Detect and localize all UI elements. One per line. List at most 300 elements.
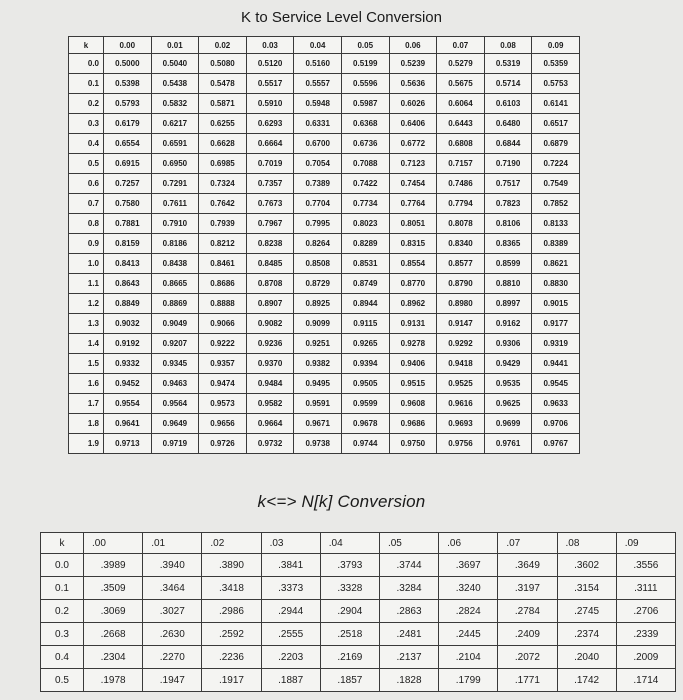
value-cell: .3509 (84, 577, 143, 600)
value-cell: 0.6628 (199, 134, 247, 154)
value-cell: 0.7422 (341, 174, 389, 194)
value-cell: 0.6064 (437, 94, 485, 114)
value-cell: 0.8078 (437, 214, 485, 234)
value-cell: .1887 (261, 669, 320, 692)
value-cell: .1771 (498, 669, 557, 692)
value-cell: 0.8944 (341, 294, 389, 314)
value-cell: 0.7054 (294, 154, 342, 174)
value-cell: 0.9633 (532, 394, 580, 414)
value-cell: 0.8830 (532, 274, 580, 294)
value-cell: .3556 (616, 554, 675, 577)
table1-row (69, 274, 580, 294)
value-cell: 0.9082 (246, 314, 294, 334)
row-k-label: 0.3 (69, 114, 104, 134)
value-cell: .3418 (202, 577, 261, 600)
row-k-label: 1.1 (69, 274, 104, 294)
value-cell: 0.9192 (104, 334, 152, 354)
table1-row (69, 94, 580, 114)
value-cell: 0.9032 (104, 314, 152, 334)
value-cell: 0.5120 (246, 54, 294, 74)
value-cell: 0.8997 (484, 294, 532, 314)
value-cell: 0.8888 (199, 294, 247, 314)
value-cell: 0.9625 (484, 394, 532, 414)
value-cell: .2863 (379, 600, 438, 623)
value-cell: 0.5793 (104, 94, 152, 114)
table1-title: K to Service Level Conversion (241, 9, 442, 26)
header-cell: .04 (320, 533, 379, 554)
value-cell: 0.6141 (532, 94, 580, 114)
value-cell: 0.9608 (389, 394, 437, 414)
table1-row (69, 174, 580, 194)
value-cell: 0.9015 (532, 294, 580, 314)
row-k-label: 0.5 (41, 669, 84, 692)
value-cell: 0.7673 (246, 194, 294, 214)
value-cell: .3069 (84, 600, 143, 623)
value-cell: .2304 (84, 646, 143, 669)
value-cell: 0.7939 (199, 214, 247, 234)
value-cell: 0.9699 (484, 414, 532, 434)
row-k-label: 0.8 (69, 214, 104, 234)
k-to-service-level-table (68, 36, 580, 454)
value-cell: 0.9726 (199, 434, 247, 454)
value-cell: 0.6217 (151, 114, 199, 134)
row-k-label: 1.5 (69, 354, 104, 374)
value-cell: 0.5359 (532, 54, 580, 74)
value-cell: .2104 (439, 646, 498, 669)
row-k-label: 0.4 (41, 646, 84, 669)
value-cell: 0.9664 (246, 414, 294, 434)
value-cell: 0.5199 (341, 54, 389, 74)
value-cell: .2169 (320, 646, 379, 669)
table2-row (41, 554, 676, 577)
value-cell: 0.5948 (294, 94, 342, 114)
value-cell: 0.9418 (437, 354, 485, 374)
value-cell: .2339 (616, 623, 675, 646)
header-cell: 0.03 (246, 37, 294, 54)
value-cell: 0.8869 (151, 294, 199, 314)
value-cell: 0.8365 (484, 234, 532, 254)
value-cell: 0.8531 (341, 254, 389, 274)
k-to-nk-conversion-table (40, 532, 676, 692)
row-k-label: 1.7 (69, 394, 104, 414)
value-cell: 0.5675 (437, 74, 485, 94)
value-cell: 0.9222 (199, 334, 247, 354)
value-cell: 0.9452 (104, 374, 152, 394)
value-cell: 0.9535 (484, 374, 532, 394)
value-cell: 0.5910 (246, 94, 294, 114)
value-cell: 0.7454 (389, 174, 437, 194)
value-cell: 0.9115 (341, 314, 389, 334)
table2-title: k<=> N[k] Conversion (257, 492, 426, 511)
value-cell: 0.5832 (151, 94, 199, 114)
value-cell: .3111 (616, 577, 675, 600)
header-k: k (41, 533, 84, 554)
value-cell: 0.6026 (389, 94, 437, 114)
value-cell: 0.5478 (199, 74, 247, 94)
header-cell: .05 (379, 533, 438, 554)
value-cell: 0.5517 (246, 74, 294, 94)
row-k-label: 1.0 (69, 254, 104, 274)
value-cell: .2409 (498, 623, 557, 646)
value-cell: 0.6985 (199, 154, 247, 174)
value-cell: 0.8962 (389, 294, 437, 314)
value-cell: 0.9649 (151, 414, 199, 434)
value-cell: 0.9394 (341, 354, 389, 374)
value-cell: 0.7190 (484, 154, 532, 174)
header-cell: .02 (202, 533, 261, 554)
value-cell: .1917 (202, 669, 261, 692)
value-cell: .3697 (439, 554, 498, 577)
value-cell: 0.6406 (389, 114, 437, 134)
value-cell: 0.9278 (389, 334, 437, 354)
value-cell: .1947 (143, 669, 202, 692)
row-k-label: 0.5 (69, 154, 104, 174)
table1-row (69, 314, 580, 334)
value-cell: 0.8289 (341, 234, 389, 254)
value-cell: 0.8133 (532, 214, 580, 234)
value-cell: 0.7995 (294, 214, 342, 234)
value-cell: 0.7580 (104, 194, 152, 214)
value-cell: 0.6950 (151, 154, 199, 174)
value-cell: 0.9678 (341, 414, 389, 434)
value-cell: .2630 (143, 623, 202, 646)
value-cell: .3373 (261, 577, 320, 600)
value-cell: .2745 (557, 600, 616, 623)
header-cell: 0.01 (151, 37, 199, 54)
value-cell: 0.9251 (294, 334, 342, 354)
value-cell: 0.6517 (532, 114, 580, 134)
value-cell: 0.5557 (294, 74, 342, 94)
value-cell: .1742 (557, 669, 616, 692)
value-cell: 0.8643 (104, 274, 152, 294)
value-cell: 0.5160 (294, 54, 342, 74)
value-cell: 0.7734 (341, 194, 389, 214)
value-cell: 0.9686 (389, 414, 437, 434)
value-cell: 0.7517 (484, 174, 532, 194)
value-cell: 0.6700 (294, 134, 342, 154)
value-cell: 0.9495 (294, 374, 342, 394)
value-cell: 0.9505 (341, 374, 389, 394)
value-cell: 0.5398 (104, 74, 152, 94)
value-cell: 0.8708 (246, 274, 294, 294)
value-cell: 0.9750 (389, 434, 437, 454)
value-cell: 0.9357 (199, 354, 247, 374)
value-cell: .2986 (202, 600, 261, 623)
value-cell: .3989 (84, 554, 143, 577)
value-cell: 0.8315 (389, 234, 437, 254)
value-cell: 0.9732 (246, 434, 294, 454)
value-cell: 0.7764 (389, 194, 437, 214)
value-cell: 0.7704 (294, 194, 342, 214)
value-cell: 0.9738 (294, 434, 342, 454)
value-cell: 0.7910 (151, 214, 199, 234)
value-cell: 0.8925 (294, 294, 342, 314)
header-cell: .01 (143, 533, 202, 554)
row-k-label: 0.4 (69, 134, 104, 154)
value-cell: .1799 (439, 669, 498, 692)
value-cell: .2904 (320, 600, 379, 623)
value-cell: 0.6591 (151, 134, 199, 154)
value-cell: .3027 (143, 600, 202, 623)
table1-row (69, 394, 580, 414)
header-cell: 0.04 (294, 37, 342, 54)
value-cell: 0.5040 (151, 54, 199, 74)
value-cell: 0.6554 (104, 134, 152, 154)
value-cell: 0.7549 (532, 174, 580, 194)
value-cell: 0.5279 (437, 54, 485, 74)
row-k-label: 0.6 (69, 174, 104, 194)
value-cell: 0.9554 (104, 394, 152, 414)
table2-header-row (41, 533, 676, 554)
value-cell: 0.7291 (151, 174, 199, 194)
value-cell: 0.9306 (484, 334, 532, 354)
value-cell: 0.8461 (199, 254, 247, 274)
header-cell: .07 (498, 533, 557, 554)
value-cell: 0.9761 (484, 434, 532, 454)
value-cell: 0.7224 (532, 154, 580, 174)
table2-row (41, 646, 676, 669)
value-cell: 0.9236 (246, 334, 294, 354)
value-cell: 0.5239 (389, 54, 437, 74)
value-cell: 0.5871 (199, 94, 247, 114)
value-cell: 0.9582 (246, 394, 294, 414)
value-cell: .2555 (261, 623, 320, 646)
value-cell: 0.9463 (151, 374, 199, 394)
value-cell: 0.9767 (532, 434, 580, 454)
table1-header-row (69, 37, 580, 54)
value-cell: 0.8790 (437, 274, 485, 294)
value-cell: 0.6103 (484, 94, 532, 114)
value-cell: 0.7881 (104, 214, 152, 234)
value-cell: .3240 (439, 577, 498, 600)
value-cell: .2040 (557, 646, 616, 669)
value-cell: .1857 (320, 669, 379, 692)
value-cell: 0.5080 (199, 54, 247, 74)
table2-row (41, 577, 676, 600)
value-cell: 0.8051 (389, 214, 437, 234)
value-cell: 0.8749 (341, 274, 389, 294)
value-cell: 0.9292 (437, 334, 485, 354)
value-cell: 0.8212 (199, 234, 247, 254)
value-cell: .1714 (616, 669, 675, 692)
value-cell: 0.8770 (389, 274, 437, 294)
value-cell: 0.5596 (341, 74, 389, 94)
value-cell: 0.9406 (389, 354, 437, 374)
value-cell: 0.9162 (484, 314, 532, 334)
value-cell: .3649 (498, 554, 557, 577)
table2-row (41, 600, 676, 623)
value-cell: 0.9484 (246, 374, 294, 394)
value-cell: 0.9515 (389, 374, 437, 394)
value-cell: 0.7324 (199, 174, 247, 194)
header-cell: 0.06 (389, 37, 437, 54)
value-cell: 0.6255 (199, 114, 247, 134)
value-cell: 0.8389 (532, 234, 580, 254)
value-cell: .2944 (261, 600, 320, 623)
value-cell: 0.7823 (484, 194, 532, 214)
value-cell: 0.9744 (341, 434, 389, 454)
value-cell: 0.5319 (484, 54, 532, 74)
table1-row (69, 354, 580, 374)
value-cell: 0.9545 (532, 374, 580, 394)
value-cell: 0.9525 (437, 374, 485, 394)
value-cell: .2784 (498, 600, 557, 623)
value-cell: .2445 (439, 623, 498, 646)
row-k-label: 0.0 (69, 54, 104, 74)
value-cell: .2518 (320, 623, 379, 646)
value-cell: 0.8438 (151, 254, 199, 274)
value-cell: 0.9656 (199, 414, 247, 434)
value-cell: .2481 (379, 623, 438, 646)
value-cell: .2009 (616, 646, 675, 669)
table1-row (69, 194, 580, 214)
value-cell: 0.7123 (389, 154, 437, 174)
row-k-label: 0.1 (41, 577, 84, 600)
value-cell: 0.8599 (484, 254, 532, 274)
value-cell: 0.8621 (532, 254, 580, 274)
value-cell: 0.8106 (484, 214, 532, 234)
value-cell: .2137 (379, 646, 438, 669)
table1-row (69, 254, 580, 274)
value-cell: 0.9429 (484, 354, 532, 374)
row-k-label: 1.9 (69, 434, 104, 454)
value-cell: .3197 (498, 577, 557, 600)
value-cell: 0.8023 (341, 214, 389, 234)
value-cell: 0.9693 (437, 414, 485, 434)
row-k-label: 0.7 (69, 194, 104, 214)
value-cell: 0.5987 (341, 94, 389, 114)
row-k-label: 0.2 (69, 94, 104, 114)
header-cell: .06 (439, 533, 498, 554)
value-cell: .3284 (379, 577, 438, 600)
value-cell: 0.6331 (294, 114, 342, 134)
value-cell: .2072 (498, 646, 557, 669)
value-cell: 0.8554 (389, 254, 437, 274)
value-cell: .3940 (143, 554, 202, 577)
value-cell: 0.6443 (437, 114, 485, 134)
value-cell: 0.9207 (151, 334, 199, 354)
value-cell: .1828 (379, 669, 438, 692)
value-cell: 0.6179 (104, 114, 152, 134)
table1-row (69, 294, 580, 314)
value-cell: 0.9641 (104, 414, 152, 434)
value-cell: 0.8485 (246, 254, 294, 274)
value-cell: .3328 (320, 577, 379, 600)
header-cell: 0.09 (532, 37, 580, 54)
value-cell: 0.6736 (341, 134, 389, 154)
table1-row (69, 234, 580, 254)
value-cell: 0.8340 (437, 234, 485, 254)
value-cell: 0.9382 (294, 354, 342, 374)
row-k-label: 1.8 (69, 414, 104, 434)
value-cell: 0.9131 (389, 314, 437, 334)
table1-row (69, 54, 580, 74)
header-cell: 0.08 (484, 37, 532, 54)
header-cell: .08 (557, 533, 616, 554)
value-cell: 0.9591 (294, 394, 342, 414)
value-cell: 0.8186 (151, 234, 199, 254)
value-cell: 0.9706 (532, 414, 580, 434)
value-cell: 0.8665 (151, 274, 199, 294)
header-cell: 0.00 (104, 37, 152, 54)
value-cell: 0.7157 (437, 154, 485, 174)
value-cell: 0.8577 (437, 254, 485, 274)
value-cell: .2203 (261, 646, 320, 669)
value-cell: 0.8413 (104, 254, 152, 274)
value-cell: 0.8264 (294, 234, 342, 254)
value-cell: 0.9319 (532, 334, 580, 354)
table2-row (41, 669, 676, 692)
value-cell: 0.9265 (341, 334, 389, 354)
value-cell: 0.5714 (484, 74, 532, 94)
value-cell: 0.9370 (246, 354, 294, 374)
value-cell: 0.9671 (294, 414, 342, 434)
value-cell: 0.7019 (246, 154, 294, 174)
value-cell: .3841 (261, 554, 320, 577)
header-cell: 0.07 (437, 37, 485, 54)
row-k-label: 0.1 (69, 74, 104, 94)
value-cell: 0.7611 (151, 194, 199, 214)
value-cell: 0.9345 (151, 354, 199, 374)
value-cell: .3602 (557, 554, 616, 577)
value-cell: 0.9066 (199, 314, 247, 334)
table1-row (69, 334, 580, 354)
value-cell: 0.7257 (104, 174, 152, 194)
header-cell: .09 (616, 533, 675, 554)
value-cell: 0.6844 (484, 134, 532, 154)
value-cell: 0.9147 (437, 314, 485, 334)
value-cell: 0.7967 (246, 214, 294, 234)
table1-row (69, 134, 580, 154)
row-k-label: 0.2 (41, 600, 84, 623)
row-k-label: 0.0 (41, 554, 84, 577)
value-cell: 0.7357 (246, 174, 294, 194)
value-cell: .2706 (616, 600, 675, 623)
value-cell: 0.8980 (437, 294, 485, 314)
value-cell: 0.6879 (532, 134, 580, 154)
value-cell: .2374 (557, 623, 616, 646)
value-cell: .2236 (202, 646, 261, 669)
value-cell: 0.5753 (532, 74, 580, 94)
row-k-label: 0.9 (69, 234, 104, 254)
value-cell: 0.9564 (151, 394, 199, 414)
value-cell: 0.6664 (246, 134, 294, 154)
row-k-label: 1.3 (69, 314, 104, 334)
table2-row (41, 623, 676, 646)
value-cell: 0.8849 (104, 294, 152, 314)
value-cell: 0.7486 (437, 174, 485, 194)
header-cell: 0.05 (341, 37, 389, 54)
value-cell: 0.9599 (341, 394, 389, 414)
value-cell: 0.9573 (199, 394, 247, 414)
header-k: k (69, 37, 104, 54)
value-cell: 0.6293 (246, 114, 294, 134)
value-cell: 0.8159 (104, 234, 152, 254)
value-cell: 0.7088 (341, 154, 389, 174)
value-cell: 0.6915 (104, 154, 152, 174)
value-cell: 0.7852 (532, 194, 580, 214)
table1-row (69, 434, 580, 454)
value-cell: .3464 (143, 577, 202, 600)
value-cell: 0.8729 (294, 274, 342, 294)
value-cell: 0.9177 (532, 314, 580, 334)
value-cell: .2668 (84, 623, 143, 646)
value-cell: 0.6368 (341, 114, 389, 134)
value-cell: 0.9713 (104, 434, 152, 454)
header-cell: 0.02 (199, 37, 247, 54)
table1-row (69, 214, 580, 234)
row-k-label: 0.3 (41, 623, 84, 646)
